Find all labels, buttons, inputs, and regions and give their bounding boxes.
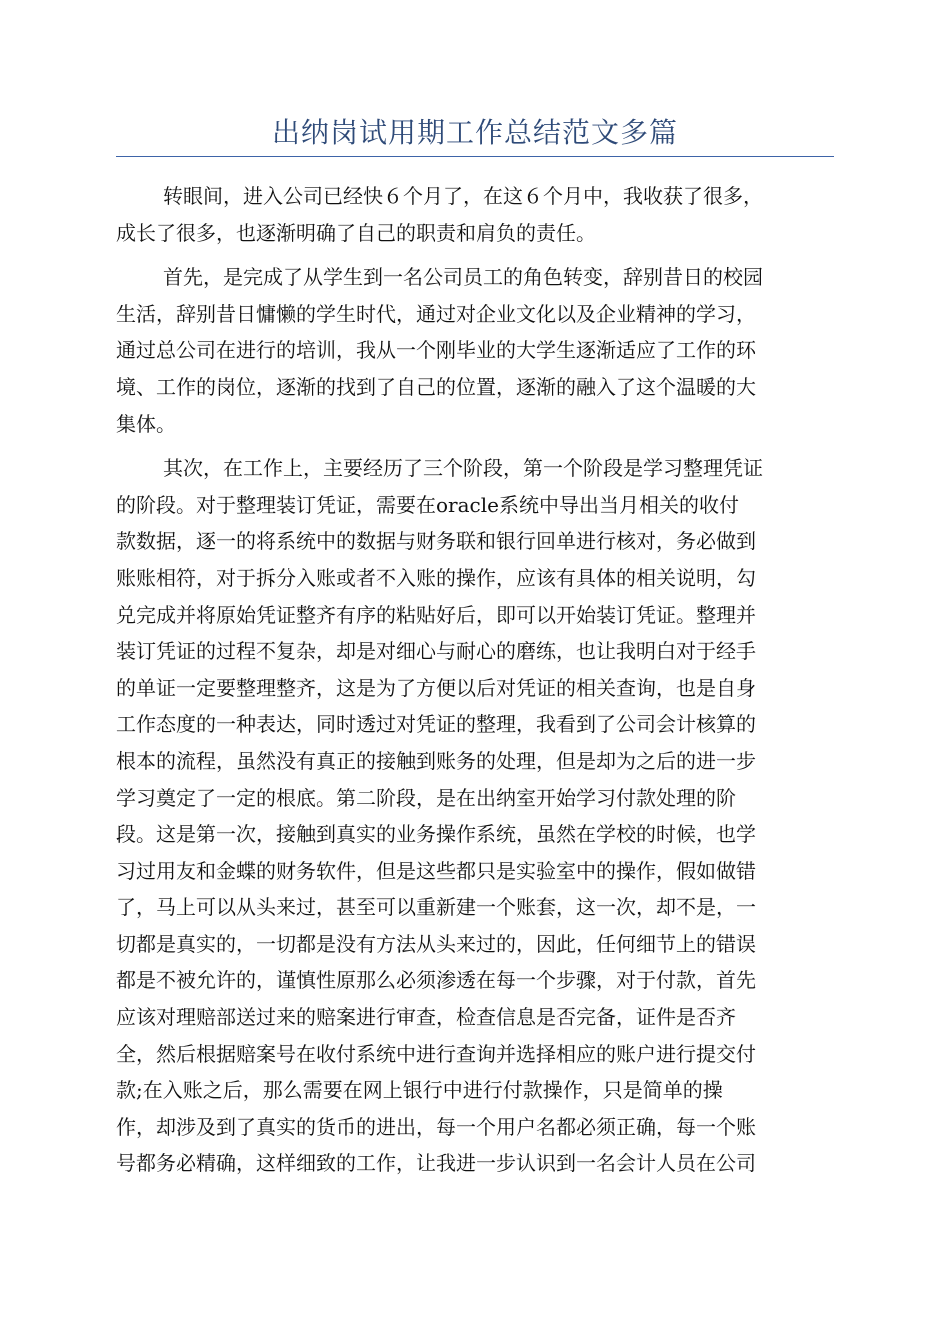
paragraph-line: 段。这是第一次，接触到真实的业务操作系统，虽然在学校的时候，也学	[116, 822, 756, 847]
document-body	[116, 178, 836, 1190]
title-underline	[116, 156, 834, 157]
paragraph-line: 款;在入账之后，那么需要在网上银行中进行付款操作，只是简单的操	[116, 1078, 723, 1103]
paragraph-line: 转眼间，进入公司已经快６个月了，在这６个月中，我收获了很多，	[163, 184, 763, 208]
paragraph-line: 境、工作的岗位，逐渐的找到了自己的位置，逐渐的融入了这个温暖的大	[116, 374, 756, 399]
paragraph-line: 首先，是完成了从学生到一名公司员工的角色转变，辞别昔日的校园	[163, 265, 763, 290]
paragraph-line: 切都是真实的，一切都是没有方法从头来过的，因此，任何细节上的错误	[116, 931, 756, 956]
paragraph-line: 的阶段。对于整理装订凭证，需要在oracle系统中导出当月相关的收付	[116, 492, 739, 517]
paragraph-line: 根本的流程，虽然没有真正的接触到账务的处理，但是却为之后的进一步	[116, 748, 756, 773]
paragraph-line: 习过用友和金蝶的财务软件，但是这些都只是实验室中的操作，假如做错	[116, 858, 756, 883]
paragraph-line: 装订凭证的过程不复杂，却是对细心与耐心的磨练，也让我明白对于经手	[116, 639, 756, 664]
paragraph-line: 兑完成并将原始凭证整齐有序的粘贴好后，即可以开始装订凭证。整理并	[116, 602, 756, 627]
document-title: 出纳岗试用期工作总结范文多篇	[271, 116, 678, 149]
paragraph-line: 全，然后根据赔案号在收付系统中进行查询并选择相应的账户进行提交付	[116, 1041, 756, 1066]
paragraph-line: 了，马上可以从头来过，甚至可以重新建一个账套，这一次，却不是，一	[116, 895, 756, 920]
paragraph-line: 的单证一定要整理整齐，这是为了方便以后对凭证的相关查询，也是自身	[116, 675, 756, 700]
body-paragraph	[116, 450, 836, 1182]
paragraph-line: 应该对理赔部送过来的赔案进行审查，检查信息是否完备，证件是否齐	[116, 1005, 736, 1030]
paragraph-line: 号都务必精确，这样细致的工作，让我进一步认识到一名会计人员在公司	[116, 1151, 756, 1176]
paragraph-line: 款数据，逐一的将系统中的数据与财务联和银行回单进行核对，务必做到	[116, 529, 756, 554]
body-paragraph	[116, 259, 836, 442]
paragraph-line: 其次，在工作上，主要经历了三个阶段，第一个阶段是学习整理凭证	[163, 456, 763, 481]
paragraph-line: 作，却涉及到了真实的货币的进出，每一个用户名都必须正确，每一个账	[116, 1114, 756, 1139]
paragraph-line: 学习奠定了一定的根底。第二阶段，是在出纳室开始学习付款处理的阶	[116, 785, 736, 810]
paragraph-line: 账账相符，对于拆分入账或者不入账的操作，应该有具体的相关说明，勾	[116, 565, 756, 590]
body-paragraph	[116, 178, 836, 251]
paragraph-line: 都是不被允许的，谨慎性原那么必须渗透在每一个步骤，对于付款，首先	[116, 968, 756, 993]
paragraph-line: 工作态度的一种表达，同时透过对凭证的整理，我看到了公司会计核算的	[116, 712, 756, 737]
paragraph-line: 生活，辞别昔日慵懒的学生时代，通过对企业文化以及企业精神的学习，	[116, 301, 756, 326]
paragraph-line: 通过总公司在进行的培训，我从一个刚毕业的大学生逐渐适应了工作的环	[116, 338, 756, 363]
paragraph-line: 成长了很多，也逐渐明确了自己的职责和肩负的责任。	[116, 220, 596, 245]
paragraph-line: 集体。	[116, 411, 176, 436]
